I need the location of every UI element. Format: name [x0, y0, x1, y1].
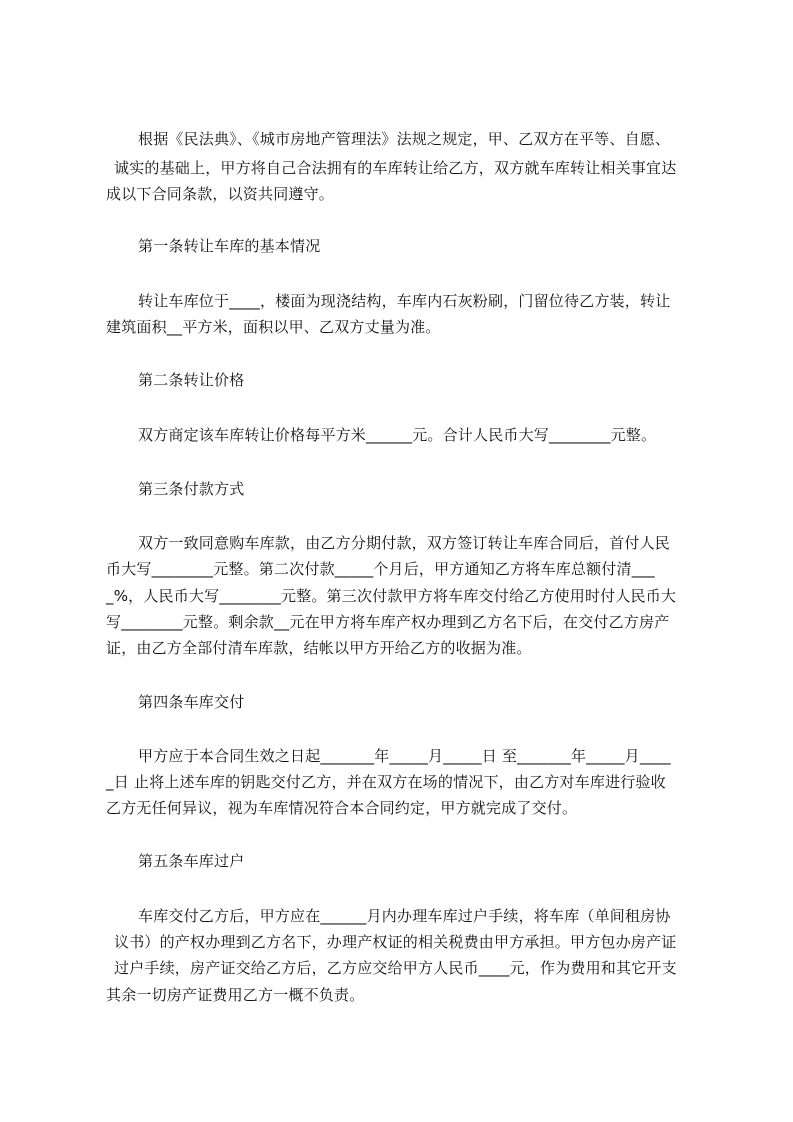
intro-line-3: 成以下合同条款，以资共同遵守。: [106, 185, 335, 203]
section-5-line-2: 议书）的产权办理到乙方名下，办理产权证的相关税费由甲方承担。甲方包办房产证: [114, 933, 677, 951]
section-5-line-1: 车库交付乙方后，甲方应在______月内办理车库过户手续，将车库（单间租房协: [138, 907, 671, 925]
section-1-heading: 第一条转让车库的基本情况: [138, 237, 321, 255]
section-3-line-4: 写________元整。剩余款__元在甲方将车库产权办理到乙方名下后，在交付乙方房产: [106, 613, 670, 631]
section-3-line-5: 证，由乙方全部付清车库款，结帐以甲方开给乙方的收据为准。: [106, 639, 532, 657]
intro-line-2: 诚实的基础上，甲方将自己合法拥有的车库转让给乙方，双方就车库转让相关事宜达: [114, 159, 677, 177]
section-5-line-3: 过户手续，房产证交给乙方后，乙方应交给甲方人民币____元，作为费用和其它开支: [114, 959, 677, 977]
section-5-heading: 第五条车库过户: [138, 852, 245, 870]
section-1-line-2: 建筑面积__平方米，面积以甲、乙双方丈量为准。: [106, 318, 441, 336]
section-3-line-1: 双方一致同意购车库款，由乙方分期付款，双方签订转让车库合同后，首付人民: [138, 534, 671, 552]
section-2-line-1: 双方商定该车库转让价格每平方米______元。合计人民币大写________元整。: [138, 426, 657, 444]
section-1-line-1: 转让车库位于____，楼面为现浇结构，车库内石灰粉刷，门留位待乙方装，转让: [138, 292, 671, 310]
section-4-line-3: 乙方无任何异议，视为车库情况符合本合同约定，甲方就完成了交付。: [106, 799, 578, 817]
section-3-line-2: 币大写________元整。第二次付款_____个月后，甲方通知乙方将车库总额付清___: [106, 560, 655, 578]
section-4-heading: 第四条车库交付: [138, 693, 245, 711]
section-4-line-2: _日 止将上述车库的钥匙交付乙方，并在双方在场的情况下，由乙方对车库进行验收: [106, 773, 666, 791]
section-4-line-1: 甲方应于本合同生效之日起_______年_____月_____日 至_______年_____月____: [138, 747, 671, 765]
section-3-heading: 第三条付款方式: [138, 480, 245, 498]
intro-line-1: 根据《民法典》、《城市房地产管理法》法规之规定，甲、乙双方在平等、自愿、: [138, 130, 671, 148]
section-2-heading: 第二条转让价格: [138, 371, 245, 389]
section-3-line-3: _%，人民币大写________元整。第三次付款甲方将车库交付给乙方使用时付人民币大: [106, 587, 677, 605]
section-5-line-4: 其余一切房产证费用乙方一概不负责。: [106, 986, 365, 1004]
